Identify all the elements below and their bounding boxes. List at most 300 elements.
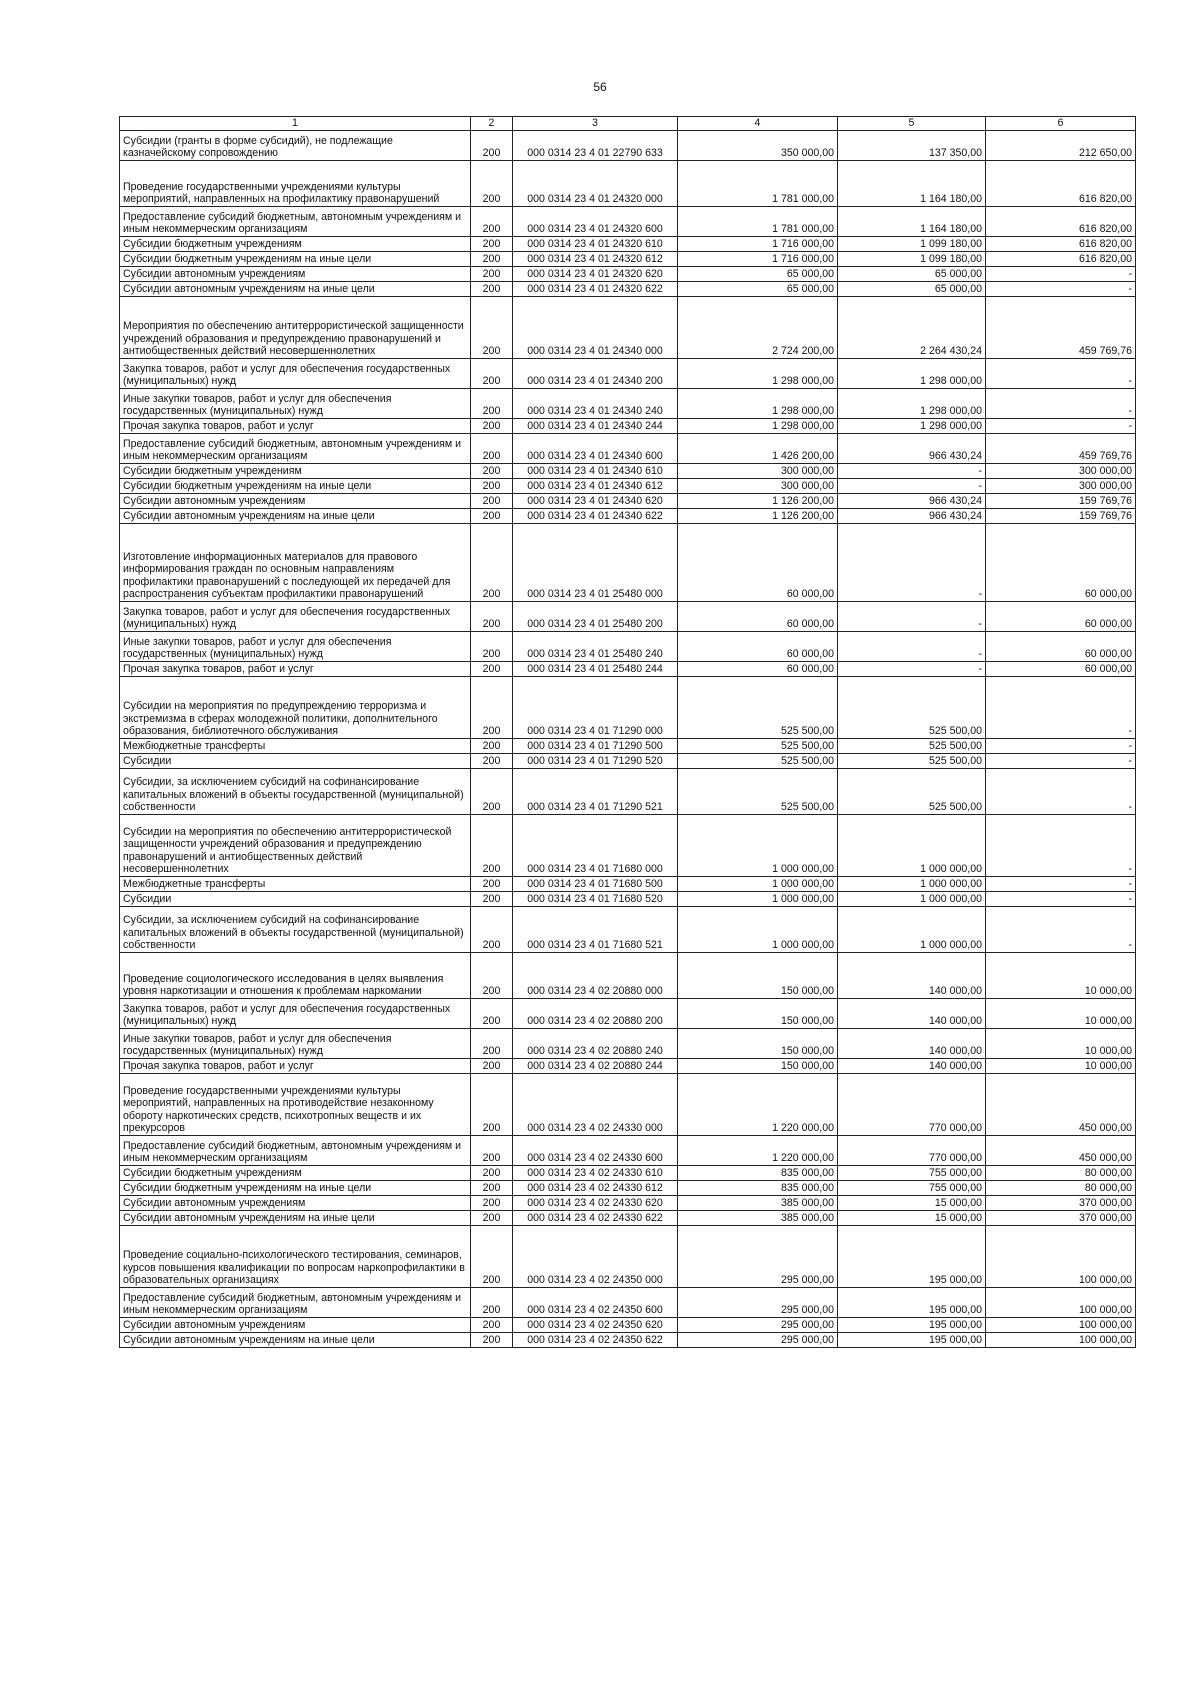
row-remaining-amount: 450 000,00 xyxy=(986,1136,1136,1166)
table-row xyxy=(120,161,1136,207)
row-name: Предоставление субсидий бюджетным, автономным учреждениям и иным некоммерческим организациям xyxy=(120,207,471,237)
row-remaining-amount: - xyxy=(986,815,1136,877)
row-executed-amount: 140 000,00 xyxy=(838,1059,986,1074)
table-row xyxy=(120,877,1136,892)
table-row xyxy=(120,662,1136,677)
row-admin-code: 200 xyxy=(471,1211,513,1226)
row-executed-amount: 140 000,00 xyxy=(838,1029,986,1059)
row-executed-amount: 770 000,00 xyxy=(838,1136,986,1166)
row-remaining-amount: 212 650,00 xyxy=(986,131,1136,161)
row-admin-code: 200 xyxy=(471,953,513,999)
row-remaining-amount: 370 000,00 xyxy=(986,1196,1136,1211)
row-name: Прочая закупка товаров, работ и услуг xyxy=(120,1059,471,1074)
row-approved-amount: 1 000 000,00 xyxy=(678,892,838,907)
row-approved-amount: 60 000,00 xyxy=(678,524,838,602)
row-admin-code: 200 xyxy=(471,267,513,282)
table-row xyxy=(120,389,1136,419)
row-executed-amount: 1 298 000,00 xyxy=(838,419,986,434)
row-admin-code: 200 xyxy=(471,161,513,207)
row-admin-code: 200 xyxy=(471,131,513,161)
table-row xyxy=(120,815,1136,877)
row-budget-code: 000 0314 23 4 01 71680 521 xyxy=(513,907,678,953)
table-row xyxy=(120,769,1136,815)
row-name: Предоставление субсидий бюджетным, автономным учреждениям и иным некоммерческим организациям xyxy=(120,434,471,464)
row-name: Субсидии автономным учреждениям xyxy=(120,267,471,282)
row-budget-code: 000 0314 23 4 02 24330 622 xyxy=(513,1211,678,1226)
row-remaining-amount: - xyxy=(986,389,1136,419)
row-budget-code: 000 0314 23 4 02 24350 000 xyxy=(513,1226,678,1288)
row-name: Субсидии автономным учреждениям xyxy=(120,1318,471,1333)
row-approved-amount: 1 781 000,00 xyxy=(678,161,838,207)
table-row xyxy=(120,999,1136,1029)
row-remaining-amount: 80 000,00 xyxy=(986,1166,1136,1181)
row-name: Субсидии бюджетным учреждениям xyxy=(120,464,471,479)
row-name: Проведение государственными учреждениями культуры мероприятий, направленных на профилактику правонарушений xyxy=(120,161,471,207)
row-name: Субсидии автономным учреждениям на иные цели xyxy=(120,1211,471,1226)
row-budget-code: 000 0314 23 4 01 24340 622 xyxy=(513,509,678,524)
row-approved-amount: 60 000,00 xyxy=(678,662,838,677)
row-budget-code: 000 0314 23 4 01 71290 500 xyxy=(513,739,678,754)
row-budget-code: 000 0314 23 4 01 71680 000 xyxy=(513,815,678,877)
row-remaining-amount: 459 769,76 xyxy=(986,297,1136,359)
row-admin-code: 200 xyxy=(471,739,513,754)
row-remaining-amount: - xyxy=(986,267,1136,282)
row-admin-code: 200 xyxy=(471,1226,513,1288)
row-approved-amount: 295 000,00 xyxy=(678,1226,838,1288)
row-approved-amount: 150 000,00 xyxy=(678,953,838,999)
row-remaining-amount: - xyxy=(986,769,1136,815)
table-row xyxy=(120,602,1136,632)
row-name: Субсидии автономным учреждениям xyxy=(120,494,471,509)
row-admin-code: 200 xyxy=(471,419,513,434)
table-row xyxy=(120,359,1136,389)
table-row xyxy=(120,419,1136,434)
row-admin-code: 200 xyxy=(471,769,513,815)
row-budget-code: 000 0314 23 4 01 25480 244 xyxy=(513,662,678,677)
row-budget-code: 000 0314 23 4 01 24340 200 xyxy=(513,359,678,389)
row-budget-code: 000 0314 23 4 02 24330 620 xyxy=(513,1196,678,1211)
table-row xyxy=(120,464,1136,479)
row-budget-code: 000 0314 23 4 01 24320 000 xyxy=(513,161,678,207)
row-remaining-amount: 100 000,00 xyxy=(986,1318,1136,1333)
row-remaining-amount: 100 000,00 xyxy=(986,1333,1136,1348)
row-approved-amount: 525 500,00 xyxy=(678,677,838,739)
row-approved-amount: 1 426 200,00 xyxy=(678,434,838,464)
row-remaining-amount: 100 000,00 xyxy=(986,1288,1136,1318)
row-executed-amount: 195 000,00 xyxy=(838,1288,986,1318)
row-name: Закупка товаров, работ и услуг для обеспечения государственных (муниципальных) нужд xyxy=(120,602,471,632)
row-approved-amount: 2 724 200,00 xyxy=(678,297,838,359)
row-name: Закупка товаров, работ и услуг для обеспечения государственных (муниципальных) нужд xyxy=(120,359,471,389)
row-admin-code: 200 xyxy=(471,1074,513,1136)
header-col-3: 3 xyxy=(513,117,678,131)
row-remaining-amount: 459 769,76 xyxy=(986,434,1136,464)
header-col-1: 1 xyxy=(120,117,471,131)
row-admin-code: 200 xyxy=(471,662,513,677)
row-approved-amount: 1 716 000,00 xyxy=(678,252,838,267)
row-admin-code: 200 xyxy=(471,677,513,739)
table-row xyxy=(120,207,1136,237)
row-budget-code: 000 0314 23 4 01 71290 520 xyxy=(513,754,678,769)
row-executed-amount: 525 500,00 xyxy=(838,769,986,815)
row-name: Прочая закупка товаров, работ и услуг xyxy=(120,419,471,434)
row-name: Межбюджетные трансферты xyxy=(120,877,471,892)
row-executed-amount: 770 000,00 xyxy=(838,1074,986,1136)
row-name: Иные закупки товаров, работ и услуг для обеспечения государственных (муниципальных) нужд xyxy=(120,389,471,419)
table-row xyxy=(120,1196,1136,1211)
row-executed-amount: - xyxy=(838,524,986,602)
row-executed-amount: - xyxy=(838,662,986,677)
budget-table xyxy=(119,116,1136,1348)
row-executed-amount: 195 000,00 xyxy=(838,1333,986,1348)
table-row xyxy=(120,1074,1136,1136)
row-name: Субсидии на мероприятия по обеспечению антитеррористической защищенности учреждений образования и предупреждению правонарушений и антиобщественных действий несовершеннолетних xyxy=(120,815,471,877)
row-remaining-amount: 60 000,00 xyxy=(986,662,1136,677)
row-budget-code: 000 0314 23 4 01 24340 620 xyxy=(513,494,678,509)
row-name: Предоставление субсидий бюджетным, автономным учреждениям и иным некоммерческим организациям xyxy=(120,1136,471,1166)
row-executed-amount: 15 000,00 xyxy=(838,1211,986,1226)
row-budget-code: 000 0314 23 4 01 24340 244 xyxy=(513,419,678,434)
table-row xyxy=(120,267,1136,282)
table-row xyxy=(120,1226,1136,1288)
row-approved-amount: 350 000,00 xyxy=(678,131,838,161)
table-row xyxy=(120,1333,1136,1348)
row-admin-code: 200 xyxy=(471,815,513,877)
table-row xyxy=(120,524,1136,602)
row-executed-amount: 966 430,24 xyxy=(838,494,986,509)
row-budget-code: 000 0314 23 4 01 71290 000 xyxy=(513,677,678,739)
row-name: Субсидии (гранты в форме субсидий), не подлежащие казначейскому сопровождению xyxy=(120,131,471,161)
row-executed-amount: 966 430,24 xyxy=(838,434,986,464)
row-executed-amount: 65 000,00 xyxy=(838,282,986,297)
table-row xyxy=(120,297,1136,359)
row-name: Межбюджетные трансферты xyxy=(120,739,471,754)
row-budget-code: 000 0314 23 4 01 24320 610 xyxy=(513,237,678,252)
row-executed-amount: 1 099 180,00 xyxy=(838,252,986,267)
header-row xyxy=(120,117,1136,131)
row-name: Изготовление информационных материалов для правового информирования граждан по основным направлениям профилактики правонарушений с последующей их передачей для распространения субъектам профилактики правонарушений xyxy=(120,524,471,602)
row-remaining-amount: - xyxy=(986,739,1136,754)
row-approved-amount: 835 000,00 xyxy=(678,1166,838,1181)
row-name: Субсидии, за исключением субсидий на софинансирование капитальных вложений в объекты государственной (муниципальной) собственности xyxy=(120,907,471,953)
row-budget-code: 000 0314 23 4 01 71290 521 xyxy=(513,769,678,815)
row-name: Субсидии бюджетным учреждениям xyxy=(120,237,471,252)
row-budget-code: 000 0314 23 4 02 24330 610 xyxy=(513,1166,678,1181)
row-remaining-amount: - xyxy=(986,282,1136,297)
row-executed-amount: 140 000,00 xyxy=(838,953,986,999)
row-executed-amount: - xyxy=(838,632,986,662)
row-name: Проведение государственными учреждениями культуры мероприятий, направленных на противодействие незаконному обороту наркотических средств, психотропных веществ и их прекурсоров xyxy=(120,1074,471,1136)
row-executed-amount: 755 000,00 xyxy=(838,1166,986,1181)
table-row xyxy=(120,252,1136,267)
table-row xyxy=(120,282,1136,297)
row-executed-amount: 1 298 000,00 xyxy=(838,359,986,389)
row-budget-code: 000 0314 23 4 02 24330 000 xyxy=(513,1074,678,1136)
row-approved-amount: 295 000,00 xyxy=(678,1318,838,1333)
row-budget-code: 000 0314 23 4 02 24330 600 xyxy=(513,1136,678,1166)
row-executed-amount: 755 000,00 xyxy=(838,1181,986,1196)
row-approved-amount: 1 000 000,00 xyxy=(678,907,838,953)
page-number: 56 xyxy=(593,80,607,94)
row-approved-amount: 1 220 000,00 xyxy=(678,1074,838,1136)
row-budget-code: 000 0314 23 4 01 24340 612 xyxy=(513,479,678,494)
row-name: Предоставление субсидий бюджетным, автономным учреждениям и иным некоммерческим организациям xyxy=(120,1288,471,1318)
row-budget-code: 000 0314 23 4 01 24320 600 xyxy=(513,207,678,237)
row-remaining-amount: - xyxy=(986,754,1136,769)
row-remaining-amount: - xyxy=(986,359,1136,389)
row-approved-amount: 525 500,00 xyxy=(678,739,838,754)
row-executed-amount: - xyxy=(838,464,986,479)
row-name: Иные закупки товаров, работ и услуг для обеспечения государственных (муниципальных) нужд xyxy=(120,1029,471,1059)
row-name: Субсидии бюджетным учреждениям на иные цели xyxy=(120,479,471,494)
row-admin-code: 200 xyxy=(471,359,513,389)
row-admin-code: 200 xyxy=(471,1029,513,1059)
table-row xyxy=(120,892,1136,907)
row-name: Субсидии xyxy=(120,754,471,769)
table-row xyxy=(120,1181,1136,1196)
table-row xyxy=(120,509,1136,524)
row-admin-code: 200 xyxy=(471,434,513,464)
row-remaining-amount: 300 000,00 xyxy=(986,464,1136,479)
row-name: Закупка товаров, работ и услуг для обеспечения государственных (муниципальных) нужд xyxy=(120,999,471,1029)
row-budget-code: 000 0314 23 4 02 20880 244 xyxy=(513,1059,678,1074)
row-approved-amount: 385 000,00 xyxy=(678,1196,838,1211)
row-executed-amount: 1 164 180,00 xyxy=(838,207,986,237)
row-remaining-amount: 616 820,00 xyxy=(986,252,1136,267)
row-executed-amount: 525 500,00 xyxy=(838,739,986,754)
row-admin-code: 200 xyxy=(471,602,513,632)
row-executed-amount: 195 000,00 xyxy=(838,1226,986,1288)
row-executed-amount: 1 164 180,00 xyxy=(838,161,986,207)
row-approved-amount: 60 000,00 xyxy=(678,632,838,662)
row-name: Субсидии автономным учреждениям на иные цели xyxy=(120,282,471,297)
row-name: Субсидии бюджетным учреждениям xyxy=(120,1166,471,1181)
table-row xyxy=(120,754,1136,769)
row-budget-code: 000 0314 23 4 02 20880 200 xyxy=(513,999,678,1029)
row-budget-code: 000 0314 23 4 01 24320 622 xyxy=(513,282,678,297)
header-col-4: 4 xyxy=(678,117,838,131)
row-name: Субсидии на мероприятия по предупреждению терроризма и экстремизма в сферах молодежной политики, дополнительного образования, библиотечного обслуживания xyxy=(120,677,471,739)
table-row xyxy=(120,1211,1136,1226)
row-approved-amount: 150 000,00 xyxy=(678,999,838,1029)
table-row xyxy=(120,494,1136,509)
row-admin-code: 200 xyxy=(471,464,513,479)
row-remaining-amount: - xyxy=(986,677,1136,739)
row-name: Субсидии бюджетным учреждениям на иные цели xyxy=(120,252,471,267)
row-name: Субсидии автономным учреждениям xyxy=(120,1196,471,1211)
row-name: Мероприятия по обеспечению антитеррористической защищенности учреждений образования и предупреждению правонарушений и антиобщественных действий несовершеннолетних xyxy=(120,297,471,359)
row-admin-code: 200 xyxy=(471,1181,513,1196)
row-approved-amount: 1 126 200,00 xyxy=(678,509,838,524)
table-row xyxy=(120,1318,1136,1333)
row-approved-amount: 1 298 000,00 xyxy=(678,389,838,419)
table-row xyxy=(120,1059,1136,1074)
table-row xyxy=(120,131,1136,161)
row-approved-amount: 300 000,00 xyxy=(678,479,838,494)
row-budget-code: 000 0314 23 4 01 24340 000 xyxy=(513,297,678,359)
row-approved-amount: 525 500,00 xyxy=(678,769,838,815)
row-admin-code: 200 xyxy=(471,207,513,237)
table-row xyxy=(120,1029,1136,1059)
row-approved-amount: 150 000,00 xyxy=(678,1059,838,1074)
row-approved-amount: 1 298 000,00 xyxy=(678,359,838,389)
row-executed-amount: 525 500,00 xyxy=(838,677,986,739)
row-budget-code: 000 0314 23 4 01 71680 500 xyxy=(513,877,678,892)
row-approved-amount: 385 000,00 xyxy=(678,1211,838,1226)
row-admin-code: 200 xyxy=(471,297,513,359)
row-admin-code: 200 xyxy=(471,877,513,892)
row-name: Проведение социологического исследования в целях выявления уровня наркотизации и отношения к проблемам наркомании xyxy=(120,953,471,999)
row-approved-amount: 60 000,00 xyxy=(678,602,838,632)
row-budget-code: 000 0314 23 4 01 24320 620 xyxy=(513,267,678,282)
row-budget-code: 000 0314 23 4 01 25480 000 xyxy=(513,524,678,602)
row-executed-amount: 1 000 000,00 xyxy=(838,877,986,892)
row-approved-amount: 1 000 000,00 xyxy=(678,815,838,877)
row-name: Субсидии автономным учреждениям на иные цели xyxy=(120,509,471,524)
row-budget-code: 000 0314 23 4 01 24320 612 xyxy=(513,252,678,267)
row-admin-code: 200 xyxy=(471,494,513,509)
row-remaining-amount: - xyxy=(986,419,1136,434)
row-admin-code: 200 xyxy=(471,389,513,419)
row-admin-code: 200 xyxy=(471,479,513,494)
row-approved-amount: 1 781 000,00 xyxy=(678,207,838,237)
row-remaining-amount: 616 820,00 xyxy=(986,207,1136,237)
table-row xyxy=(120,739,1136,754)
row-budget-code: 000 0314 23 4 01 24340 610 xyxy=(513,464,678,479)
row-admin-code: 200 xyxy=(471,1059,513,1074)
row-executed-amount: 1 000 000,00 xyxy=(838,907,986,953)
row-approved-amount: 525 500,00 xyxy=(678,754,838,769)
row-budget-code: 000 0314 23 4 02 24350 620 xyxy=(513,1318,678,1333)
row-admin-code: 200 xyxy=(471,1318,513,1333)
row-budget-code: 000 0314 23 4 02 20880 000 xyxy=(513,953,678,999)
row-approved-amount: 300 000,00 xyxy=(678,464,838,479)
row-name: Проведение социально-психологического тестирования, семинаров, курсов повышения квалификации по вопросам наркопрофилактики в образовательных организациях xyxy=(120,1226,471,1288)
table-row xyxy=(120,1166,1136,1181)
row-remaining-amount: 60 000,00 xyxy=(986,524,1136,602)
table-row xyxy=(120,479,1136,494)
table-row xyxy=(120,907,1136,953)
row-budget-code: 000 0314 23 4 02 24350 600 xyxy=(513,1288,678,1318)
row-executed-amount: 1 099 180,00 xyxy=(838,237,986,252)
row-executed-amount: - xyxy=(838,479,986,494)
row-approved-amount: 150 000,00 xyxy=(678,1029,838,1059)
row-executed-amount: 195 000,00 xyxy=(838,1318,986,1333)
row-budget-code: 000 0314 23 4 01 25480 200 xyxy=(513,602,678,632)
table-row xyxy=(120,1136,1136,1166)
row-approved-amount: 1 716 000,00 xyxy=(678,237,838,252)
row-remaining-amount: 60 000,00 xyxy=(986,602,1136,632)
row-admin-code: 200 xyxy=(471,509,513,524)
row-executed-amount: 966 430,24 xyxy=(838,509,986,524)
row-remaining-amount: 100 000,00 xyxy=(986,1226,1136,1288)
row-name: Субсидии бюджетным учреждениям на иные цели xyxy=(120,1181,471,1196)
row-remaining-amount: 10 000,00 xyxy=(986,1029,1136,1059)
row-approved-amount: 65 000,00 xyxy=(678,282,838,297)
row-executed-amount: 1 298 000,00 xyxy=(838,389,986,419)
table-row xyxy=(120,1288,1136,1318)
row-remaining-amount: - xyxy=(986,907,1136,953)
row-approved-amount: 295 000,00 xyxy=(678,1333,838,1348)
row-admin-code: 200 xyxy=(471,1166,513,1181)
row-executed-amount: 525 500,00 xyxy=(838,754,986,769)
row-name: Субсидии автономным учреждениям на иные цели xyxy=(120,1333,471,1348)
row-remaining-amount: - xyxy=(986,877,1136,892)
row-admin-code: 200 xyxy=(471,1333,513,1348)
row-executed-amount: 65 000,00 xyxy=(838,267,986,282)
row-approved-amount: 1 220 000,00 xyxy=(678,1136,838,1166)
row-budget-code: 000 0314 23 4 01 25480 240 xyxy=(513,632,678,662)
row-admin-code: 200 xyxy=(471,524,513,602)
row-remaining-amount: 300 000,00 xyxy=(986,479,1136,494)
row-name: Иные закупки товаров, работ и услуг для обеспечения государственных (муниципальных) нужд xyxy=(120,632,471,662)
row-remaining-amount: - xyxy=(986,892,1136,907)
row-remaining-amount: 60 000,00 xyxy=(986,632,1136,662)
row-admin-code: 200 xyxy=(471,999,513,1029)
header-col-5: 5 xyxy=(838,117,986,131)
row-approved-amount: 1 126 200,00 xyxy=(678,494,838,509)
row-approved-amount: 295 000,00 xyxy=(678,1288,838,1318)
row-remaining-amount: 370 000,00 xyxy=(986,1211,1136,1226)
table-row xyxy=(120,677,1136,739)
row-name: Субсидии xyxy=(120,892,471,907)
row-budget-code: 000 0314 23 4 02 20880 240 xyxy=(513,1029,678,1059)
row-approved-amount: 65 000,00 xyxy=(678,267,838,282)
row-name: Прочая закупка товаров, работ и услуг xyxy=(120,662,471,677)
row-budget-code: 000 0314 23 4 01 24340 240 xyxy=(513,389,678,419)
row-budget-code: 000 0314 23 4 02 24330 612 xyxy=(513,1181,678,1196)
row-approved-amount: 1 000 000,00 xyxy=(678,877,838,892)
row-admin-code: 200 xyxy=(471,1288,513,1318)
header-col-2: 2 xyxy=(471,117,513,131)
row-executed-amount: 1 000 000,00 xyxy=(838,892,986,907)
row-executed-amount: 137 350,00 xyxy=(838,131,986,161)
row-budget-code: 000 0314 23 4 01 71680 520 xyxy=(513,892,678,907)
row-remaining-amount: 10 000,00 xyxy=(986,999,1136,1029)
row-remaining-amount: 159 769,76 xyxy=(986,509,1136,524)
row-remaining-amount: 10 000,00 xyxy=(986,953,1136,999)
row-budget-code: 000 0314 23 4 02 24350 622 xyxy=(513,1333,678,1348)
row-admin-code: 200 xyxy=(471,632,513,662)
row-budget-code: 000 0314 23 4 01 24340 600 xyxy=(513,434,678,464)
row-remaining-amount: 159 769,76 xyxy=(986,494,1136,509)
row-admin-code: 200 xyxy=(471,892,513,907)
table-row xyxy=(120,632,1136,662)
row-name: Субсидии, за исключением субсидий на софинансирование капитальных вложений в объекты государственной (муниципальной) собственности xyxy=(120,769,471,815)
table-row xyxy=(120,953,1136,999)
row-executed-amount: 2 264 430,24 xyxy=(838,297,986,359)
row-executed-amount: 15 000,00 xyxy=(838,1196,986,1211)
row-approved-amount: 1 298 000,00 xyxy=(678,419,838,434)
row-admin-code: 200 xyxy=(471,252,513,267)
header-col-6: 6 xyxy=(986,117,1136,131)
row-admin-code: 200 xyxy=(471,282,513,297)
row-executed-amount: 140 000,00 xyxy=(838,999,986,1029)
row-approved-amount: 835 000,00 xyxy=(678,1181,838,1196)
row-remaining-amount: 10 000,00 xyxy=(986,1059,1136,1074)
row-remaining-amount: 616 820,00 xyxy=(986,161,1136,207)
row-executed-amount: - xyxy=(838,602,986,632)
table-row xyxy=(120,237,1136,252)
row-remaining-amount: 450 000,00 xyxy=(986,1074,1136,1136)
row-admin-code: 200 xyxy=(471,907,513,953)
row-remaining-amount: 616 820,00 xyxy=(986,237,1136,252)
row-admin-code: 200 xyxy=(471,1136,513,1166)
row-admin-code: 200 xyxy=(471,754,513,769)
row-budget-code: 000 0314 23 4 01 22790 633 xyxy=(513,131,678,161)
row-remaining-amount: 80 000,00 xyxy=(986,1181,1136,1196)
table-row xyxy=(120,434,1136,464)
